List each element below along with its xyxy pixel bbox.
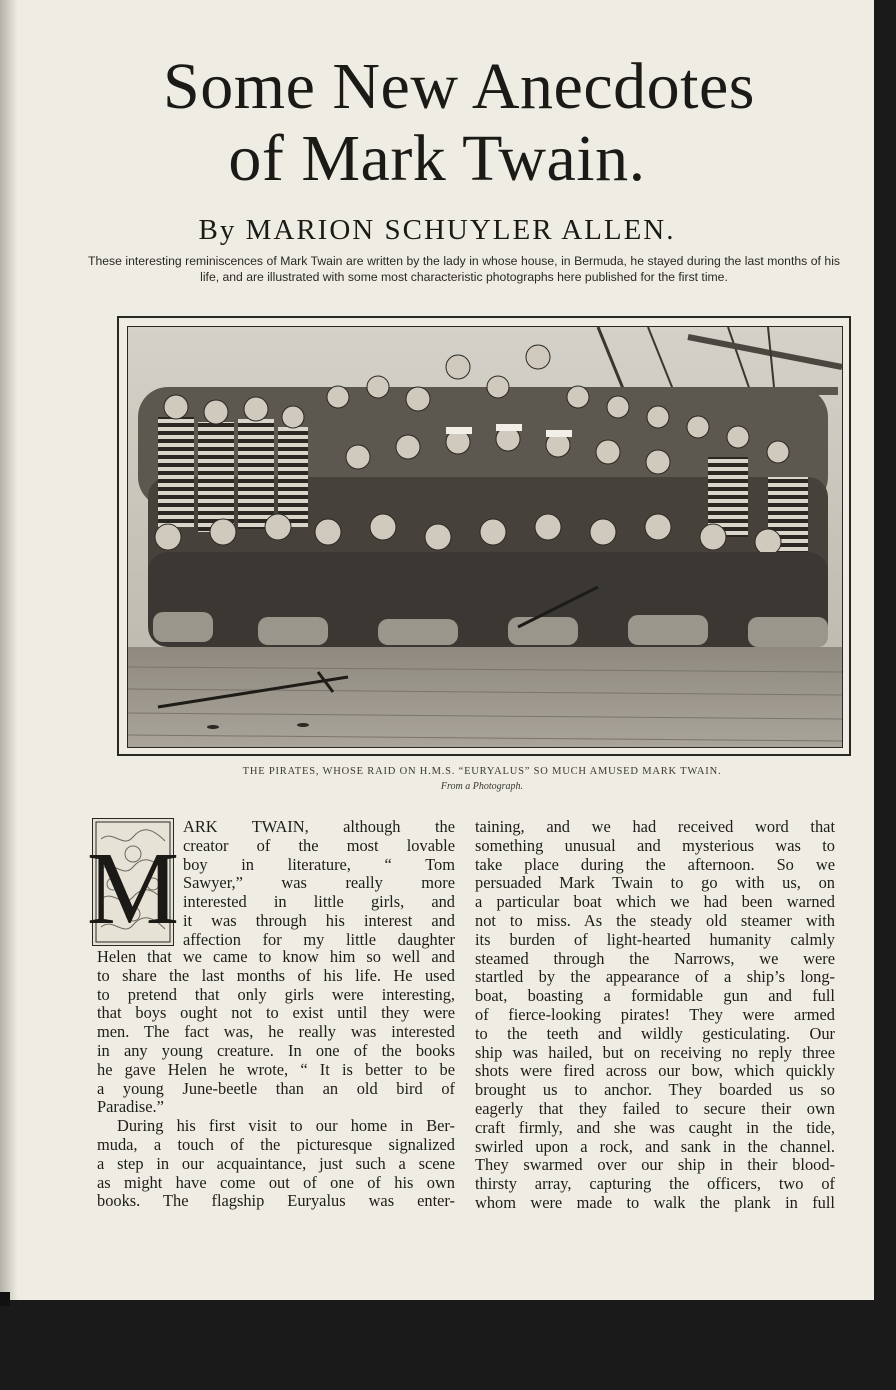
photo-frame [117, 316, 851, 756]
pirates-photograph-image [128, 327, 842, 747]
text-line: creator of the most lovable [183, 835, 455, 855]
text-line: affection for my little daughter [183, 929, 455, 949]
text-line: startled by the appearance of a ship’s long- [475, 967, 835, 987]
text-line: he gave Helen he wrote, “ It is better to be [97, 1059, 455, 1079]
text-line: something unusual and mysterious was to [475, 835, 835, 855]
text-line: to the teeth and wildly gesticulating. Our [475, 1023, 835, 1043]
text-line: craft firmly, and she was caught in the tide, [475, 1117, 835, 1137]
article-title-line-1: Some New Anecdotes [163, 50, 755, 123]
text-line: a step in our acquaintance, just such a scene [97, 1153, 455, 1173]
text-line: muda, a touch of the picturesque signalized [97, 1134, 455, 1154]
text-line: steamed through the Narrows, we were [475, 948, 835, 968]
text-line: Sawyer,” was really more [183, 873, 455, 893]
ornamental-dropcap-m [86, 818, 180, 946]
text-line: ARK TWAIN, although the [183, 817, 455, 836]
text-line: not to miss. As the steady old steamer with [475, 910, 835, 930]
article-byline: By MARION SCHUYLER ALLEN. [198, 214, 676, 246]
text-line: ship was hailed, but on receiving no reply three [475, 1042, 835, 1062]
page-edge-mark [0, 1292, 10, 1306]
text-line: eagerly that they failed to secure their own [475, 1098, 835, 1118]
page-gutter-shadow [0, 0, 18, 1300]
text-line: boat, boasting a formidable gun and full [475, 986, 835, 1006]
text-line: They swarmed over our ship in their blood- [475, 1155, 835, 1175]
dropcap-letter: M [86, 831, 180, 946]
text-line: to pretend that only girls were interesting, [97, 984, 455, 1004]
text-line: persuaded Mark Twain to go with us, on [475, 873, 835, 893]
text-line: of fierce-looking pirates! They were armed [475, 1004, 835, 1024]
text-line: thirsty array, capturing the officers, two of [475, 1174, 835, 1194]
text-line: swirled upon a rock, and sank in the channel. [475, 1136, 835, 1156]
text-line: a particular boat which we had been warned [475, 892, 835, 912]
text-line: taining, and we had received word that [475, 817, 835, 836]
text-line: During his first visit to our home in Ber- [117, 1116, 455, 1136]
article-title-line-2: of Mark Twain. [228, 122, 646, 195]
text-line: it was through his interest and [183, 910, 455, 930]
body-left-column-top [183, 818, 455, 950]
text-line: take place during the afternoon. So we [475, 854, 835, 874]
text-line: its burden of light-hearted humanity calmly [475, 929, 835, 949]
text-line: a young June-beetle than an old bird of [97, 1078, 455, 1098]
text-line: boy in literature, “ Tom [183, 854, 455, 874]
dropcap-ornament-icon [86, 819, 180, 946]
text-line: men. The fact was, he really was interested [97, 1022, 455, 1042]
body-right-column [475, 818, 835, 1213]
photo-caption: THE PIRATES, WHOSE RAID ON H.M.S. “EURYALUS” SO MUCH AMUSED MARK TWAIN. [242, 766, 722, 777]
text-line: shots were fired across our bow, which quickly [475, 1061, 835, 1081]
text-line: to share the last months of his life. He used [97, 965, 455, 985]
body-left-column-bottom [97, 948, 455, 1211]
text-line: books. The flagship Euryalus was enter- [97, 1191, 455, 1211]
text-line: Helen that we came to know him so well and [97, 947, 455, 966]
text-line: whom were made to walk the plank in full [475, 1192, 835, 1212]
text-line: Paradise.” [97, 1097, 164, 1117]
text-line: interested in little girls, and [183, 892, 455, 912]
photo-credit: From a Photograph. [440, 781, 524, 792]
text-line: that boys ought not to exist until they were [97, 1003, 455, 1023]
pirates-photograph [127, 326, 843, 748]
text-line: brought us to anchor. They boarded us so [475, 1080, 835, 1100]
text-line: as might have come out of one of his own [97, 1172, 455, 1192]
article-intro: These interesting reminiscences of Mark Twain are written by the lady in whose house, in Bermuda, he stayed during the last months of his life, and are illustrated with some most characteristic photographs here published for the first time. [88, 254, 840, 284]
text-line: in any young creature. In one of the books [97, 1040, 455, 1060]
